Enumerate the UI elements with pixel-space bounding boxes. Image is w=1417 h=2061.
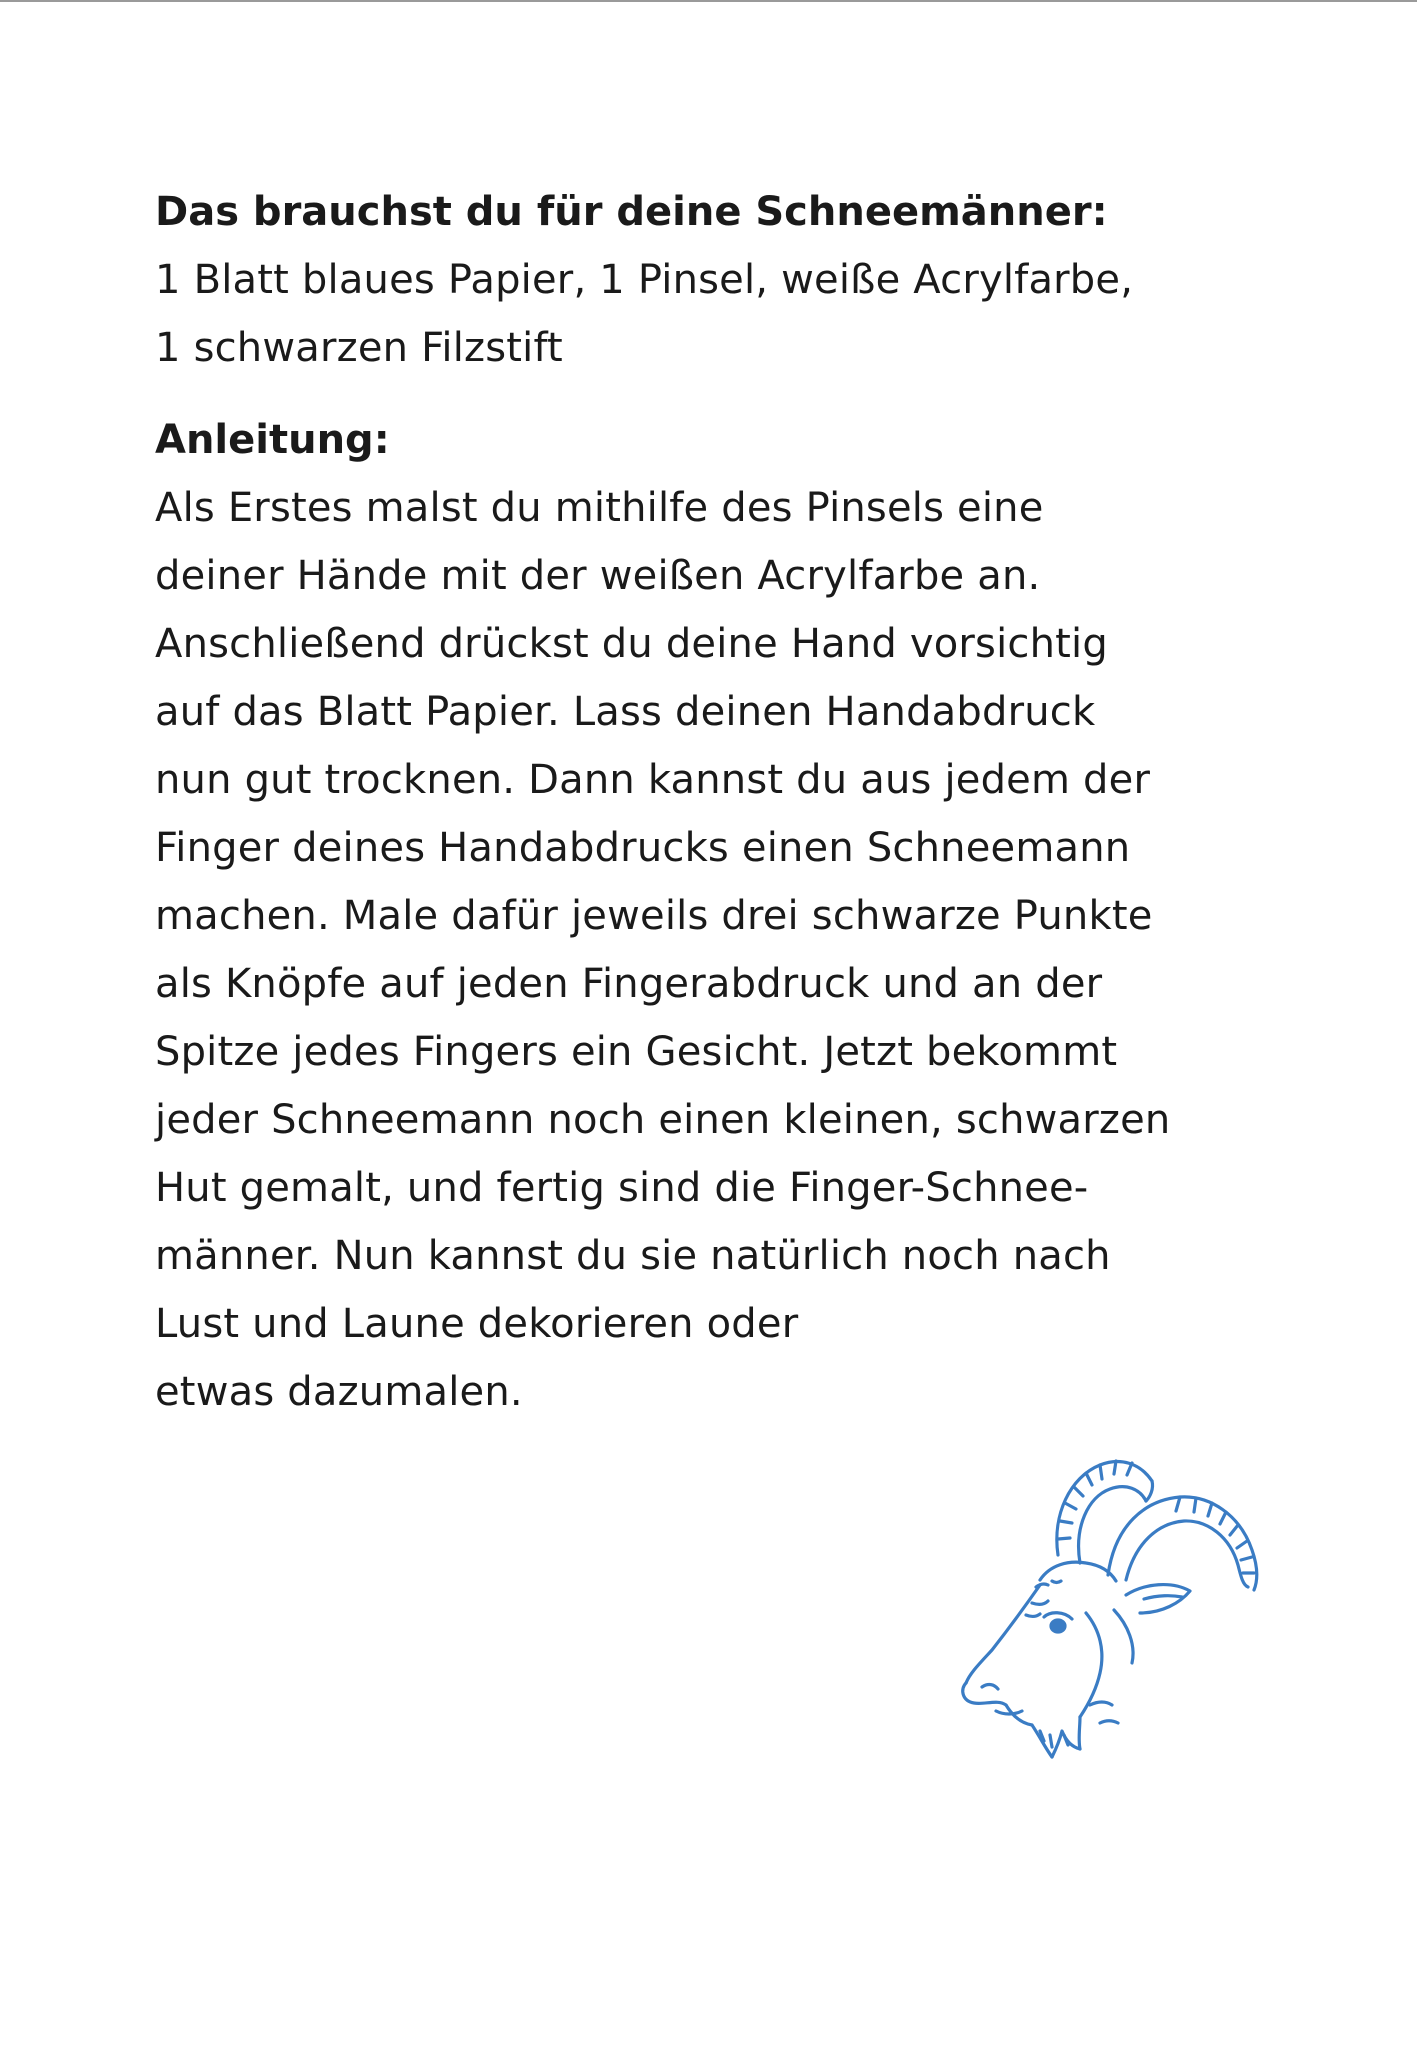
- materials-line: 1 Blatt blaues Papier, 1 Pinsel, weiße Acrylfarbe,: [155, 257, 1134, 303]
- instruction-line: Anschließend drückst du deine Hand vorsichtig: [155, 621, 1108, 667]
- instruction-line: männer. Nun kannst du sie natürlich noch nach: [155, 1233, 1111, 1279]
- craft-instructions: [155, 178, 1305, 1426]
- instructions-heading: Anleitung:: [155, 417, 390, 463]
- instruction-line: deiner Hände mit der weißen Acrylfarbe an.: [155, 553, 1041, 599]
- instruction-line: etwas dazumalen.: [155, 1369, 523, 1415]
- instruction-line: machen. Male dafür jeweils drei schwarze Punkte: [155, 893, 1153, 939]
- instruction-line: jeder Schneemann noch einen kleinen, schwarzen: [155, 1097, 1171, 1143]
- section-spacer: [155, 382, 1305, 406]
- instruction-line: Spitze jedes Fingers ein Gesicht. Jetzt bekommt: [155, 1029, 1118, 1075]
- instruction-line: als Knöpfe auf jeden Fingerabdruck und an der: [155, 961, 1103, 1007]
- instruction-line: Hut gemalt, und fertig sind die Finger-Schnee-: [155, 1165, 1089, 1211]
- instruction-line: auf das Blatt Papier. Lass deinen Handabdruck: [155, 689, 1096, 735]
- goat-head-icon: [940, 1405, 1290, 1765]
- instruction-line: Lust und Laune dekorieren oder: [155, 1301, 799, 1347]
- top-border: [0, 0, 1417, 2]
- instruction-line: Als Erstes malst du mithilfe des Pinsels eine: [155, 485, 1044, 531]
- instruction-line: Finger deines Handabdrucks einen Schneemann: [155, 825, 1131, 871]
- materials-heading: Das brauchst du für deine Schneemänner:: [155, 189, 1108, 235]
- instruction-line: nun gut trocknen. Dann kannst du aus jedem der: [155, 757, 1151, 803]
- materials-line: 1 schwarzen Filzstift: [155, 325, 563, 371]
